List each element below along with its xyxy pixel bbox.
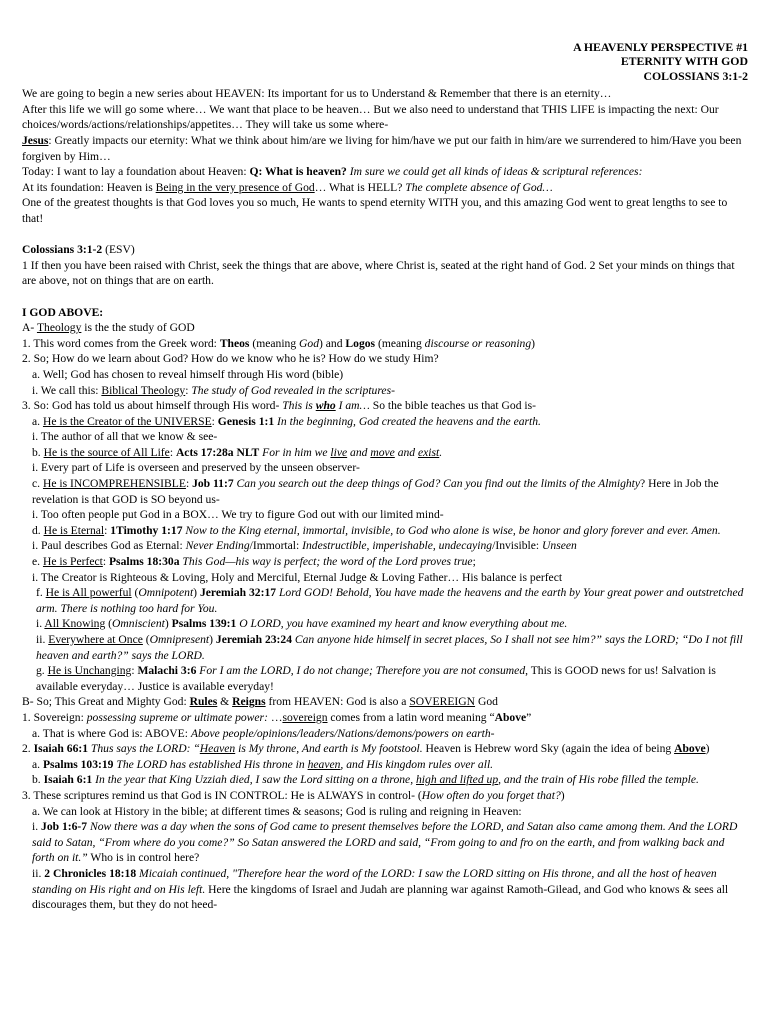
point-3b-i: i. Every part of Life is overseen and preserved by the unseen observer- — [32, 461, 360, 475]
intro-paragraph-4 — [22, 164, 748, 180]
point-3fii-title: Everywhere at Once — [48, 633, 143, 646]
point-b2-prefix: 2. — [22, 742, 34, 756]
point-b3ai-verse: Now there was a day when the sons of God came to present themselves before the LORD, and Satan also came among them. And the LORD said to Satan, “From where do you come?” So Satan answered the LORD and said, “From going to and fro on the earth, and from walking back and forth on it.” — [32, 820, 738, 865]
point-3fii-verse: Can anyone hide himself in secret places, So I shall not see him?” says the LORD; “Do I not fill heaven and earth?” says the LORD. — [36, 633, 743, 662]
point-b2-ref: Isaiah 66:1 — [33, 742, 89, 756]
discourse-term: discourse or reasoning — [424, 336, 532, 350]
intro-p5-text: At its foundation: Heaven is — [22, 180, 156, 194]
point-b1-ellipsis: … — [267, 710, 283, 724]
point-3b-verse-4: . — [439, 445, 443, 459]
point-b3aii-text: Here the kingdoms of Israel and Judah are planning war against Ramoth-Gilead, and God who knows & sees all discourages them, but they do not heed- — [32, 882, 729, 912]
point-3c-prefix: c. — [32, 477, 43, 491]
header-subtitle: ETERNITY WITH GOD — [620, 54, 748, 69]
question-label: Q: What is heaven? — [249, 165, 347, 179]
point-3f-title: He is All powerful — [45, 586, 132, 600]
theos-term: Theos — [219, 336, 250, 350]
sovereign-underline: sovereign — [282, 710, 328, 724]
reigns-term: Reigns — [232, 695, 266, 709]
point-3fi-title: All Knowing — [44, 617, 106, 631]
point-b2a-verse-2: , and His kingdom rules over all. — [340, 757, 494, 771]
scripture-version: (ESV) — [102, 243, 135, 257]
point-2: 2. So; How do we learn about God? How do we know who he is? How do we study Him? — [22, 352, 439, 366]
point-2a-i — [22, 383, 748, 399]
point-3c-colon: : — [185, 477, 193, 491]
point-3c-title: He is INCOMPREHENSIBLE — [42, 477, 186, 491]
point-b2a — [22, 757, 748, 773]
point-3b-ref: Acts 17:28a NLT — [175, 445, 260, 459]
point-3-text-2: So the bible teaches us that God is- — [369, 399, 536, 413]
never-ending-term: Never Ending — [185, 539, 250, 553]
point-b2-text: Heaven is Hebrew word Sky (again the idea of being — [422, 742, 675, 756]
point-3di-text-3: /Invisible: — [492, 539, 543, 553]
exist-term: exist — [418, 445, 440, 459]
high-lifted-term: high and lifted up — [416, 773, 499, 787]
point-b1-quote: ” — [526, 710, 532, 724]
point-b2-verse-2: is My throne, And earth is My footstool. — [235, 742, 423, 756]
header-scripture-ref: COLOSSIANS 3:1-2 — [643, 68, 748, 83]
point-3a — [22, 414, 748, 430]
point-b2 — [22, 741, 748, 757]
point-b3aii-ref: 2 Chronicles 18:18 — [44, 866, 137, 880]
intro-paragraph-6: One of the greatest thoughts is that God loves you so much, He wants to spend eternity WITH you, and this amazing God went to great lengths to see to that! — [22, 196, 728, 225]
point-b3ai-prefix: i. — [32, 820, 42, 834]
point-b-amp: & — [217, 695, 233, 709]
point-b2b-verse: In the year that King Uzziah died, I saw the Lord sitting on a throne, — [92, 773, 416, 787]
intro-paragraph-3 — [22, 133, 748, 164]
heaven-term-2: heaven — [307, 757, 341, 771]
sovereign-term: SOVEREIGN — [409, 695, 476, 709]
scripture-reference — [22, 242, 748, 258]
point-b1-italic: possessing supreme or ultimate power: — [86, 710, 268, 724]
point-b1a-italic: Above people/opinions/leaders/Nations/demons/powers on earth- — [190, 726, 495, 740]
point-b2-verse: Thus says the LORD: “ — [88, 742, 200, 756]
point-b2-end: ) — [705, 742, 710, 756]
intro-p5-italic: The complete absence of God… — [405, 180, 553, 194]
point-3a-verse: In the beginning, God created the heavens and the earth. — [274, 414, 541, 428]
point-3g-text: , This is GOOD news for us! Salvation is available everyday… Justice is available everyday! — [36, 664, 716, 693]
point-3d-colon: : — [104, 523, 111, 537]
section-heading: I GOD ABOVE: — [22, 305, 104, 319]
point-3g-verse: For I am the LORD, I do not change; Therefore you are not consumed — [196, 664, 526, 678]
header-title: A HEAVENLY PERSPECTIVE #1 — [573, 40, 748, 54]
point-3e — [22, 554, 748, 570]
point-3fi-ref: Psalms 139:1 — [171, 617, 237, 631]
point-3e-end: ; — [472, 555, 476, 569]
point-3-italic: This is — [282, 399, 316, 413]
point-3d-verse: Now to the King eternal, immortal, invisible, to God who alone is wise, be honor and glory forever and ever. Amen. — [182, 523, 721, 537]
point-a-text: is the the study of GOD — [81, 321, 195, 335]
intro-p3-text: : Greatly impacts our eternity: What we think about him/are we living for him/have we put our faith in him/are we surrendered to him/Have you been forgiven by Him… — [22, 134, 742, 163]
point-1-text-3: ) and — [319, 336, 346, 350]
scripture-ref-label: Colossians 3:1-2 — [22, 243, 103, 257]
rules-term: Rules — [189, 695, 218, 709]
point-3g-ref: Malachi 3:6 — [137, 664, 197, 678]
intro-p4-text: Today: I want to lay a foundation about Heaven: — [22, 165, 250, 179]
point-b3a-ii — [22, 866, 748, 913]
omnipotent-term: Omnipotent — [138, 586, 194, 600]
point-3e-ref: Psalms 18:30a — [108, 555, 180, 569]
point-3d-ref: 1Timothy 1:17 — [110, 523, 183, 537]
point-3fi-prefix: i. — [36, 617, 45, 631]
point-3g — [22, 663, 748, 694]
point-3f-i — [22, 616, 748, 632]
point-2a: a. Well; God has chosen to reveal himself through His word (bible) — [32, 367, 344, 381]
point-3 — [22, 398, 748, 414]
point-b3aii-prefix: ii. — [32, 866, 45, 880]
point-b1-text-2: comes from a latin word meaning “ — [327, 710, 495, 724]
above-term-2: Above — [674, 742, 706, 756]
point-b — [22, 694, 748, 710]
point-2ai-colon: : — [185, 383, 192, 397]
point-3a-title: He is the Creator of the UNIVERSE — [42, 414, 212, 428]
point-b-text-2: from HEAVEN: God is also a — [265, 695, 410, 709]
point-3a-ref: Genesis 1:1 — [217, 414, 275, 428]
point-b1a — [22, 726, 748, 742]
point-3e-colon: : — [102, 555, 109, 569]
intro-p4-italic: Im sure we could get all kinds of ideas & scriptural references: — [346, 165, 643, 179]
point-1-text-2: (meaning — [249, 336, 300, 350]
point-b2b-verse-2: , and the train of His robe filled the temple. — [498, 773, 699, 787]
point-3d-i — [22, 538, 748, 554]
point-3e-prefix: e. — [32, 555, 43, 569]
point-3b-colon: : — [169, 445, 176, 459]
point-1-text-4: (meaning — [375, 336, 425, 350]
point-3b-title: He is the source of All Life — [43, 445, 170, 459]
point-b-text: B- So; This Great and Mighty God: — [22, 695, 190, 709]
biblical-theology-term: Biblical Theology — [101, 383, 186, 397]
indestructible-term: Indestructible, imperishable, undecaying — [302, 539, 493, 553]
jesus-label: Jesus — [22, 134, 49, 147]
point-b3-text: 3. These scriptures remind us that God is IN CONTROL: He is ALWAYS in control- ( — [22, 788, 422, 802]
point-3b-verse-2: and — [347, 445, 371, 459]
point-3c-text: ? Here in Job the revelation is that GOD is SO beyond us- — [32, 477, 719, 506]
intro-p5-text-2: … What is HELL? — [314, 180, 406, 194]
god-term: God — [299, 336, 320, 350]
point-3g-colon: : — [131, 664, 138, 678]
point-b1a-text: a. That is where God is: ABOVE: — [32, 726, 191, 740]
document-page — [22, 40, 748, 913]
point-a-prefix: A- — [22, 321, 37, 335]
point-1 — [22, 336, 748, 352]
intro-paragraph-2: After this life we will go some where… We want that place to be heaven… But we also need to understand that THIS LIFE is impacting the next: Our choices/words/actions/relationships/appetites… They will take us some where- — [22, 102, 719, 132]
heaven-term: Heaven — [199, 742, 236, 756]
point-b3a: a. We can look at History in the bible; at different times & seasons; God is ruling and reigning in Heaven: — [32, 804, 522, 818]
point-b2b-prefix: b. — [32, 773, 44, 787]
logos-term: Logos — [345, 336, 376, 350]
point-3a-prefix: a. — [32, 414, 43, 428]
point-3e-verse: This God—his way is perfect; the word of the Lord proves true — [179, 555, 473, 569]
above-term: Above — [494, 710, 527, 724]
point-b3-italic: How often do you forget that? — [421, 788, 561, 802]
point-3fii-ref: Jeremiah 23:24 — [215, 633, 292, 646]
live-term: live — [330, 445, 348, 459]
point-3f-ii — [22, 632, 748, 663]
point-3c-ref: Job 11:7 — [192, 477, 234, 491]
point-3f-prefix: f. — [36, 586, 46, 600]
point-3f-verse: Lord GOD! Behold, You have made the heavens and the earth by Your great power and outstretched arm. There is nothing too hard for You. — [36, 586, 744, 615]
point-b2b — [22, 772, 748, 788]
point-b2b-ref: Isaiah 6:1 — [43, 773, 93, 787]
point-3f-paren: ( — [131, 586, 139, 600]
point-b3-end: ) — [560, 788, 565, 802]
point-3e-title: He is Perfect — [42, 555, 103, 569]
intro-paragraph-1: We are going to begin a new series about HEAVEN: Its important for us to Understand & Remember that there is an eternity… — [22, 87, 612, 101]
point-3b-verse-3: and — [394, 445, 418, 459]
point-b3a-i — [22, 819, 748, 866]
point-b1 — [22, 710, 748, 726]
point-3di-text-2: /Immortal: — [249, 539, 303, 553]
unseen-term: Unseen — [542, 539, 577, 553]
point-b2a-ref: Psalms 103:19 — [42, 757, 114, 771]
point-3b-prefix: b. — [32, 445, 44, 459]
document-header — [22, 40, 748, 83]
intro-p5-underline: Being in the very presence of God — [155, 180, 315, 194]
move-term: move — [370, 445, 395, 459]
point-3c-verse: Can you search out the deep things of God? Can you find out the limits of the Almighty — [233, 477, 641, 491]
point-3fi-paren: ( — [105, 617, 113, 631]
omnipresent-term: Omnipresent — [149, 633, 210, 646]
point-3g-prefix: g. — [36, 664, 48, 678]
point-a-theology: Theology — [36, 321, 82, 335]
point-3f — [22, 585, 748, 616]
point-3fi-paren-2: ) — [164, 617, 172, 631]
point-1-text: 1. This word comes from the Greek word: — [22, 336, 220, 350]
point-3fi-verse: O LORD, you have examined my heart and know everything about me. — [236, 617, 568, 631]
point-3a-i: i. The author of all that we know & see- — [32, 430, 218, 444]
who-term: who — [315, 399, 336, 413]
point-3fii-paren-2: ) — [209, 633, 216, 646]
point-3-text: 3. So: God has told us about himself through His word- — [22, 399, 283, 413]
point-a — [22, 320, 748, 336]
point-3b — [22, 445, 748, 461]
point-3d — [22, 523, 748, 539]
point-3fii-prefix: ii. — [36, 633, 49, 646]
point-3g-title: He is Unchanging — [47, 664, 132, 678]
point-b3aii-verse: Micaiah continued, "Therefore hear the word of the LORD: I saw the LORD sitting on His throne, and all the host of heaven standing on His right and on His left. — [32, 866, 717, 896]
point-3c — [22, 476, 748, 507]
point-b2a-prefix: a. — [32, 757, 43, 771]
point-3f-paren-2: ) — [193, 586, 200, 600]
point-3-italic-2: I am… — [335, 399, 370, 413]
point-2ai-text: i. We call this: — [32, 383, 102, 397]
omniscient-term: Omniscient — [112, 617, 165, 631]
point-b3ai-text: Who is in control here? — [87, 851, 200, 865]
scripture-text: 1 If then you have been raised with Christ, seek the things that are above, where Christ is, seated at the right hand of God. 2 Set your minds on things that are above, not on things that are on earth. — [22, 258, 735, 288]
point-3b-verse: For in him we — [259, 445, 331, 459]
point-3d-title: He is Eternal — [43, 523, 105, 537]
point-b-text-3: God — [475, 695, 498, 709]
point-3a-colon: : — [211, 414, 218, 428]
point-b3 — [22, 788, 748, 804]
point-1-text-5: ) — [531, 336, 536, 350]
point-3f-ref: Jeremiah 32:17 — [199, 586, 277, 600]
point-2ai-italic: The study of God revealed in the scriptures- — [191, 383, 395, 397]
intro-paragraph-5 — [22, 180, 748, 196]
point-b1-text: 1. Sovereign: — [22, 710, 87, 724]
point-b3ai-ref: Job 1:6-7 — [41, 820, 88, 834]
point-b2a-verse: The LORD has established His throne in — [113, 757, 308, 771]
point-3e-i: i. The Creator is Righteous & Loving, Holy and Merciful, Eternal Judge & Loving Father… His balance is perfect — [32, 570, 563, 584]
point-3c-i: i. Too often people put God in a BOX… We try to figure God out with our limited mind- — [32, 508, 444, 522]
point-3di-text: i. Paul describes God as Eternal: — [32, 539, 186, 553]
point-3fii-paren: ( — [142, 633, 150, 646]
point-3d-prefix: d. — [32, 523, 44, 537]
